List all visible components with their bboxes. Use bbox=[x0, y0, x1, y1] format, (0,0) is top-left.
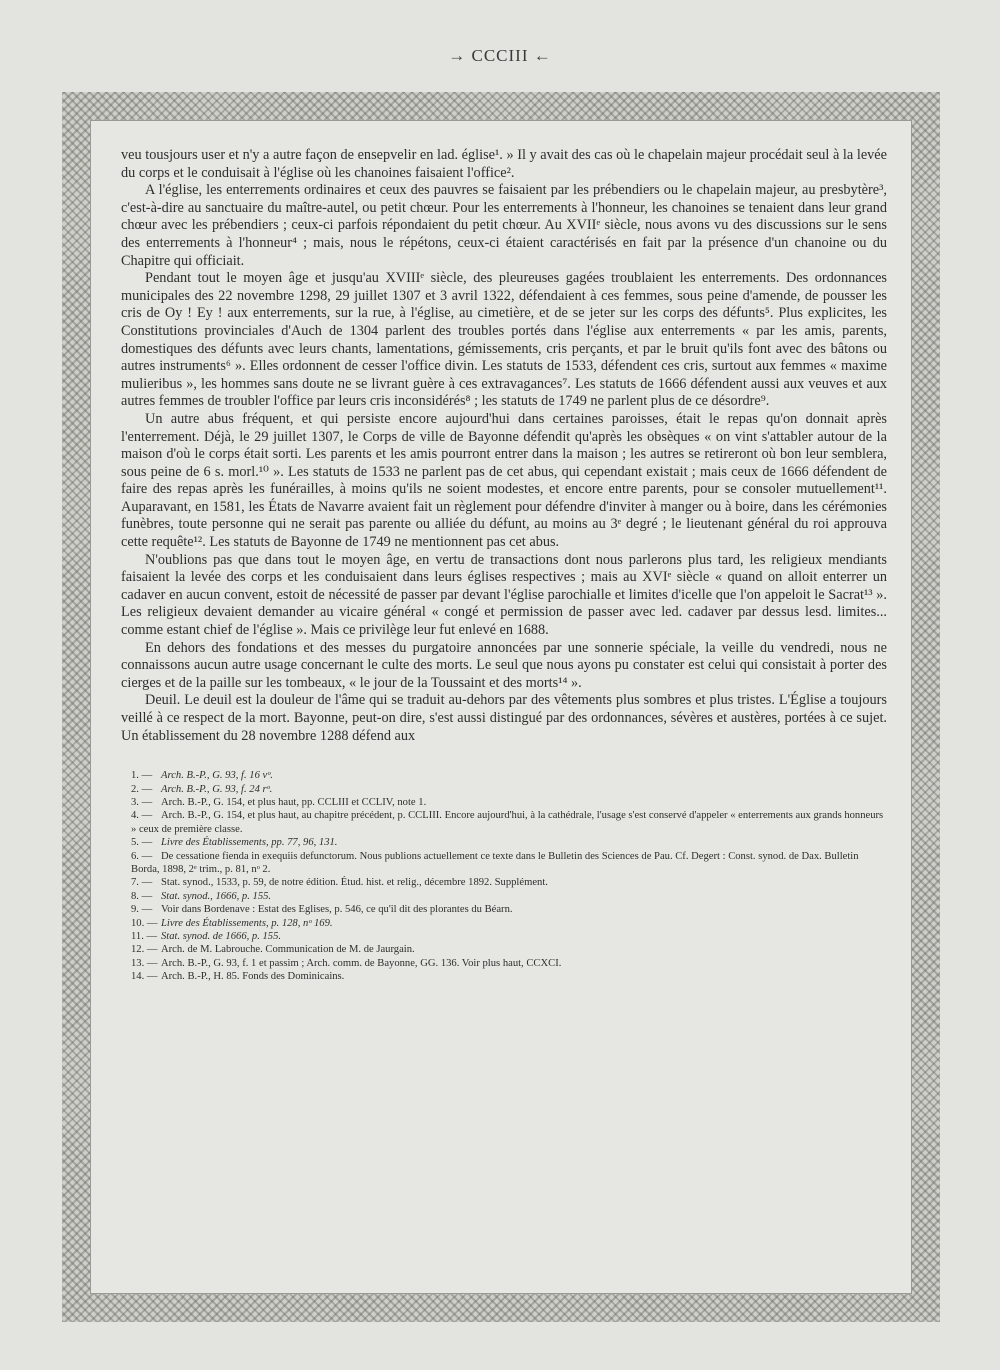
footnote: 11. — Stat. synod. de 1666, p. 155. bbox=[131, 931, 282, 943]
ornamental-border bbox=[62, 92, 940, 1322]
footnote: 7. — Stat. synod., 1533, p. 59, de notre édition. Étud. hist. et relig., décembre 1892. Supplément. bbox=[131, 877, 548, 889]
footnote: 6. — De cessatione fienda in exequiis defunctorum. Nous publions actuellement ce texte dans le Bulletin des Sciences de Pau. Cf. Degert : Const. synod. de Dax. Bulletin Borda, 1898, 2ᵉ trim., p. 81, nᵒ 2. bbox=[131, 850, 859, 876]
paragraph: En dehors des fondations et des messes du purgatoire annoncées par une sonnerie spéciale, la veille du vendredi, nous ne connaissons aucun autre usage concernant le culte des morts. Le seul que nous ayons pu constater est celui qui consistait à porter des cierges et de la paille sur les tombeaux, « le jour de la Toussaint et des morts¹⁴ ». bbox=[121, 639, 887, 691]
paragraph: Un autre abus fréquent, et qui persiste encore aujourd'hui dans certaines paroisses, était le repas qu'on donnait après l'enterrement. Déjà, le 29 juillet 1307, le Corps de ville de Bayonne défendit qu'après les obsèques « on vint s'attabler autour de la maison d'où le corps était sorti. Les parents et les amis pourront entrer dans la maison ; les autres se retireront où bon leur semblera, sous peine de 6 s. morl.¹⁰ ». Les statuts de 1533 ne parlent pas de cet abus, qui cependant existait ; mais ceux de 1666 défendent de faire des repas après les funérailles, à moins qu'ils ne soient modestes, et encore entre parents, pour se consoler mutuellement¹¹. Auparavant, en 1581, les États de Navarre avaient fait un règlement pour défendre d'inviter à manger ou à boire, dans les cérémonies funèbres, toute personne qui ne serait pas parente ou alliée du défunt, au moins au 3ᵉ degré ; le lieutenant général du roi approuva cette requête¹². Les statuts de Bayonne de 1749 ne mentionnent pas cet abus. bbox=[121, 410, 887, 551]
footnote: 8. — Stat. synod., 1666, p. 155. bbox=[131, 890, 272, 902]
footnote: 5. — Livre des Établissements, pp. 77, 96, 131. bbox=[131, 837, 338, 849]
footnotes bbox=[121, 769, 887, 984]
footnote: 10. — Livre des Établissements, p. 128, nᵒ 169. bbox=[131, 917, 333, 929]
body-text bbox=[121, 147, 887, 745]
paragraph: N'oublions pas que dans tout le moyen âge, en vertu de transactions dont nous parlerons plus tard, les religieux mendiants faisaient la levée des corps et les conduisaient dans leurs églises respectives ; mais au XVIᵉ siècle « quand on alloit enterrer un cadaver en aucun convent, estoit de nécessité de passer par devant l'église parochialle et limites d'icelle que l'on appeloit le Sacrat¹³ ». Les religieux devaient demander au vicaire général « congé et permission de passer avec led. cadaver par dessus lesd. limites... comme estant chief de l'église ». Mais ce privilège leur fut enlevé en 1688. bbox=[121, 551, 887, 639]
footnote: 3. — Arch. B.-P., G. 154, et plus haut, pp. CCLIII et CCLIV, note 1. bbox=[131, 797, 427, 808]
footnote: 1. — Arch. B.-P., G. 93, f. 16 vᵒ. bbox=[131, 770, 273, 782]
paragraph: A l'église, les enterrements ordinaires et ceux des pauvres se faisaient par les prébendiers ou le chapelain majeur, au presbytère³, c'est-à-dire au sanctuaire du maître-autel, ou petit chœur. Pour les enterrements à l'honneur, les chanoines se tenaient dans leur grand chœur avec les prébendiers ; ceux-ci parfois répondaient du petit chœur. Au XVIIᵉ siècle, nous avons vu des discussions sur le sens des enterrements à l'honneur⁴ ; mais, nous le répétons, ceux-ci étaient caractérisés en fait par la présence d'un chanoine ou du Chapitre qui officiait. bbox=[121, 182, 887, 269]
footnote: 12. — Arch. de M. Labrouche. Communication de M. de Jaurgain. bbox=[131, 944, 415, 956]
footnote: 14. — Arch. B.-P., H. 85. Fonds des Dominicains. bbox=[131, 971, 345, 983]
footnote: 9. — Voir dans Bordenave : Estat des Eglises, p. 546, ce qu'il dit des plorantes du Béarn. bbox=[131, 904, 513, 916]
footnote: 4. — Arch. B.-P., G. 154, et plus haut, au chapitre précédent, p. CCLIII. Encore aujourd'hui, à la cathédrale, l'usage s'est conservé d'appeler « enterrements aux grands honneurs » ceux de première classe. bbox=[131, 810, 884, 835]
page-content bbox=[90, 120, 912, 1294]
footnote: 13. — Arch. B.-P., G. 93, f. 1 et passim ; Arch. comm. de Bayonne, GG. 136. Voir plus haut, CCXCI. bbox=[131, 957, 562, 969]
paragraph: Deuil. Le deuil est la douleur de l'âme qui se traduit au-dehors par des vêtements plus sombres et plus tristes. L'Église a toujours veillé à ce respect de la mort. Bayonne, peut-on dire, s'est aussi distingué par des ordonnances, sévères et austères, portées à ce sujet. Un établissement du 28 novembre 1288 défend aux bbox=[121, 692, 887, 744]
page-number: → CCCIII ← bbox=[448, 46, 552, 65]
paragraph: Pendant tout le moyen âge et jusqu'au XVIIIᵉ siècle, des pleureuses gagées troublaient les enterrements. Des ordonnances municipales des 22 novembre 1298, 29 juillet 1307 et 3 avril 1322, défendaient à ces femmes, sous peine d'amende, de pousser les cris de Oy ! Ey ! aux enterrements, sur la rue, à l'église, au cimetière, et de se jeter sur les corps des défunts⁵. Plus explicites, les Constitutions provinciales d'Auch de 1304 parlent des troubles portés dans l'église aux enterrements « par les amis, parents, domestiques des défunts avec leurs chants, lamentations, gémissements, cris perçants, et par le bruit qu'ils font avec des bâtons ou autres instruments⁶ ». Elles ordonnent de cesser l'office divin. Les statuts de 1533, défendent ces cris, surtout aux femmes « maxime mulieribus », les hommes sans doute ne se livrant guère à ces extravagances⁷. Les statuts de 1666 défendent aussi aux veuves et aux autres femmes de troubler l'office par leurs cris inconsidérés⁸ ; les statuts de 1749 ne parlent plus de ce désordre⁹. bbox=[121, 270, 887, 410]
footnote: 2. — Arch. B.-P., G. 93, f. 24 rᵒ. bbox=[131, 783, 273, 795]
paragraph: veu tousjours user et n'y a autre façon de ensepvelir en lad. église¹. » Il y avait des cas où le chapelain majeur procédait seul à la levée du corps et le conduisait à l'église où les chanoines faisaient l'office². bbox=[121, 147, 887, 181]
